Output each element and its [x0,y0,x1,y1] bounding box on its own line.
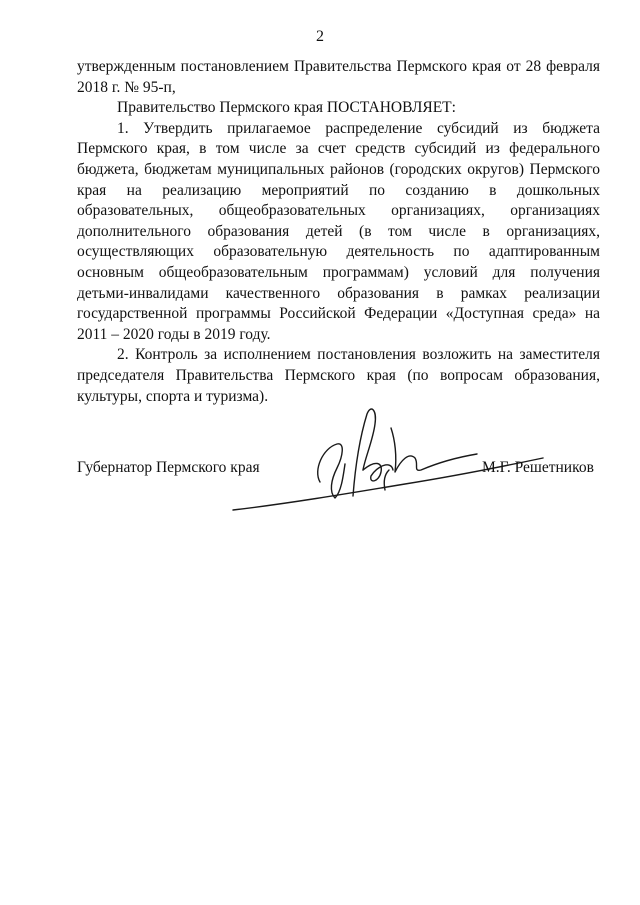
paragraph-item-1: 1. Утвердить прилагаемое распределение субсидий из бюджета Пермского края, в том числе за счет средств субсидий из федерального бюджета, бюджетам муниципальных районов (городских округов) Пермского края на реализацию мероприятий по созданию в дошкольных образовательных, общеобразовательных организациях, организациях дополнительного образования детей (в том числе в организациях, осуществляющих образовательную деятельность по адаптированным основным общеобразовательным программам) условий для получения детьми-инвалидами качественного образования в рамках реализации государственной программы Российской Федерации «Доступная среда» на 2011 – 2020 годы в 2019 году. [77,119,600,343]
paragraph-item-2: 2. Контроль за исполнением постановления возложить на заместителя председателя Правительства Пермского края (по вопросам образования, культуры, спорта и туризма). [77,346,600,405]
signatory-title: Губернатор Пермского края [77,459,260,476]
signatory-name: М.Г. Решетников [482,459,594,476]
paragraph-continuation: утвержденным постановлением Правительства Пермского края от 28 февраля 2018 г. № 95-п, [77,58,600,96]
document-body [77,57,600,407]
page-number: 2 [316,28,324,45]
signature-block [0,400,640,520]
paragraph-resolves: Правительство Пермского края ПОСТАНОВЛЯЕТ: [117,99,456,117]
